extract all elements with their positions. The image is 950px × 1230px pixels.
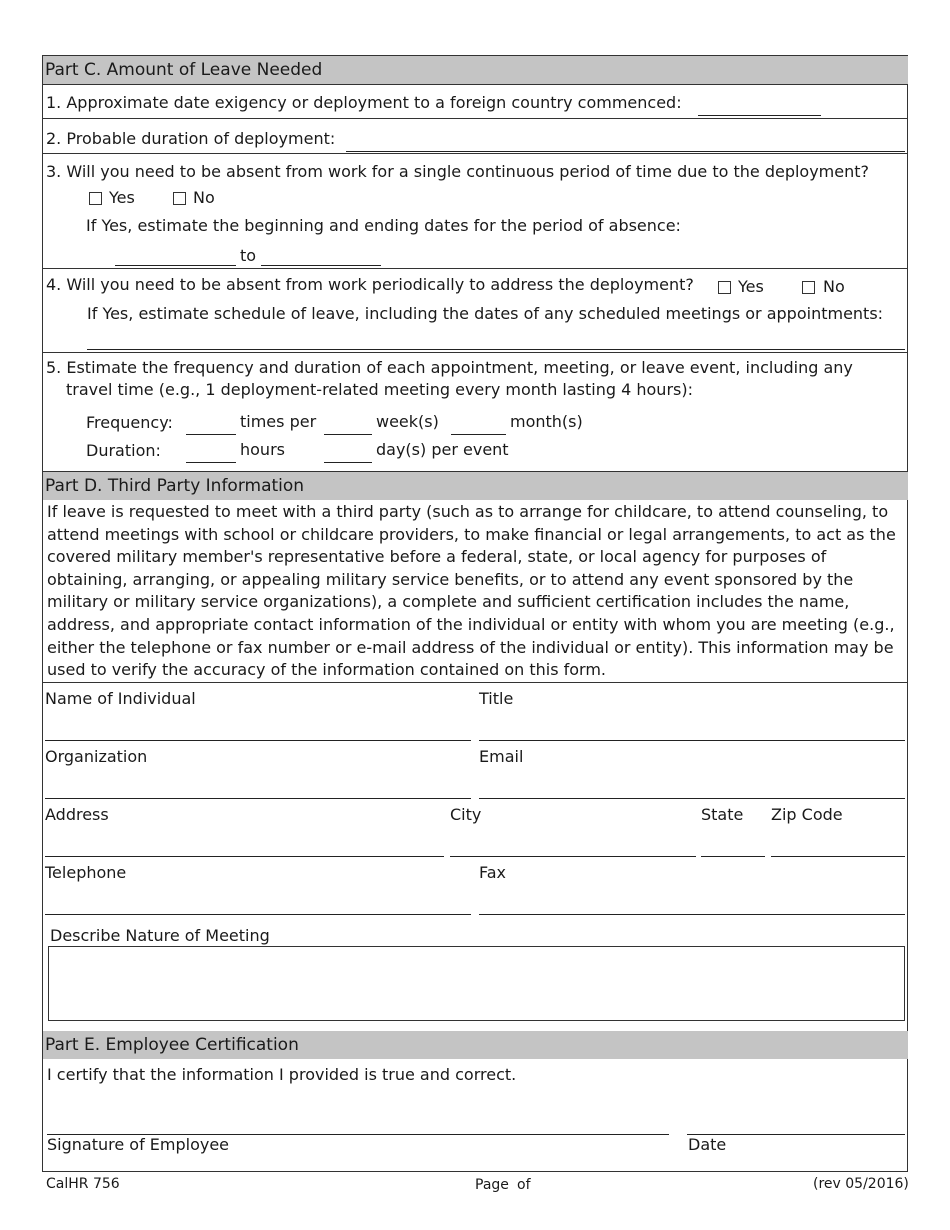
q3-end-date-field[interactable]: [261, 265, 381, 266]
date-label: Date: [688, 1135, 727, 1154]
form-id: CalHR 756: [46, 1176, 120, 1192]
divider: [42, 153, 908, 154]
of-label: of: [517, 1177, 531, 1193]
part-e-header: Part E. Employee Certification: [43, 1031, 908, 1059]
q3-begin-date-field[interactable]: [115, 265, 236, 266]
q3-to-label: to: [240, 246, 257, 265]
signature-label: Signature of Employee: [47, 1135, 230, 1154]
q1-date-field[interactable]: [698, 115, 821, 116]
q3-followup: If Yes, estimate the beginning and ending dates for the period of absence:: [86, 216, 681, 235]
state-label: State: [701, 805, 744, 824]
organization-label: Organization: [45, 747, 148, 766]
frequency-weeks-field[interactable]: [324, 434, 372, 435]
certification-statement: I certify that the information I provided is true and correct.: [47, 1065, 517, 1084]
q3-yes-checkbox[interactable]: [89, 192, 102, 205]
hours-label: hours: [240, 440, 285, 459]
divider: [42, 682, 908, 683]
days-per-event-label: day(s) per event: [376, 440, 509, 459]
q4-followup: If Yes, estimate schedule of leave, including the dates of any scheduled meetings or appointments:: [87, 304, 884, 323]
divider: [42, 84, 908, 85]
q1-label: 1. Approximate date exigency or deployment to a foreign country commenced:: [46, 93, 682, 112]
q3-no-checkbox[interactable]: [173, 192, 186, 205]
duration-label: Duration:: [86, 441, 161, 460]
organization-field[interactable]: [45, 798, 471, 799]
duration-hours-field[interactable]: [186, 462, 236, 463]
email-label: Email: [479, 747, 524, 766]
q5-label-line2: travel time (e.g., 1 deployment-related meeting every month lasting 4 hours):: [66, 380, 693, 399]
name-field[interactable]: [45, 740, 471, 741]
q2-label: 2. Probable duration of deployment:: [46, 129, 336, 148]
q4-no-checkbox[interactable]: [802, 281, 815, 294]
divider: [42, 118, 908, 119]
zip-field[interactable]: [771, 856, 905, 857]
city-field[interactable]: [450, 856, 696, 857]
q4-label: 4. Will you need to be absent from work periodically to address the deployment?: [46, 275, 694, 294]
q3-no-label: No: [193, 188, 215, 207]
frequency-months-field[interactable]: [451, 434, 506, 435]
divider: [42, 268, 908, 269]
frequency-times-field[interactable]: [186, 434, 236, 435]
name-label: Name of Individual: [45, 689, 196, 708]
address-field[interactable]: [45, 856, 444, 857]
page-label: Page: [475, 1177, 509, 1193]
q3-yes-label: Yes: [109, 188, 135, 207]
third-party-paragraph: If leave is requested to meet with a third party (such as to arrange for childcare, to attend counseling, to attend meetings with school or childcare providers, to make financial or legal arrangements, to act as the covered military member's representative before a federal, state, or local agency for purposes of obtaining, arranging, or appealing military service benefits, or to attend any event sponsored by the military or military service organizations), a complete and sufficient certification includes the name, address, and appropriate contact information of the individual or entity with whom you are meeting (e.g., either the telephone or fax number or e-mail address of the individual or entity). This information may be used to verify the accuracy of the information contained on this form.: [47, 502, 896, 680]
divider: [42, 352, 908, 353]
telephone-label: Telephone: [45, 863, 127, 882]
city-label: City: [450, 805, 482, 824]
meeting-description-box[interactable]: [48, 946, 905, 1021]
q4-yes-label: Yes: [738, 277, 764, 296]
telephone-field[interactable]: [45, 914, 471, 915]
revision-label: (rev 05/2016): [813, 1176, 909, 1192]
title-field[interactable]: [479, 740, 905, 741]
part-d-header: Part D. Third Party Information: [43, 472, 908, 500]
fax-label: Fax: [479, 863, 507, 882]
q3-label: 3. Will you need to be absent from work for a single continuous period of time due to the deployment?: [46, 162, 870, 181]
state-field[interactable]: [701, 856, 765, 857]
q5-label-line1: 5. Estimate the frequency and duration of each appointment, meeting, or leave event, including any: [46, 358, 853, 377]
months-label: month(s): [510, 412, 583, 431]
fax-field[interactable]: [479, 914, 905, 915]
duration-days-field[interactable]: [324, 462, 372, 463]
weeks-label: week(s): [376, 412, 439, 431]
frequency-label: Frequency:: [86, 413, 173, 432]
part-c-header: Part C. Amount of Leave Needed: [43, 56, 908, 84]
address-label: Address: [45, 805, 109, 824]
email-field[interactable]: [479, 798, 905, 799]
times-per-label: times per: [240, 412, 317, 431]
q4-no-label: No: [823, 277, 845, 296]
q4-yes-checkbox[interactable]: [718, 281, 731, 294]
zip-label: Zip Code: [771, 805, 843, 824]
meeting-label: Describe Nature of Meeting: [50, 926, 270, 945]
q2-duration-field[interactable]: [346, 151, 905, 152]
title-label: Title: [479, 689, 514, 708]
q4-schedule-field[interactable]: [87, 349, 905, 350]
